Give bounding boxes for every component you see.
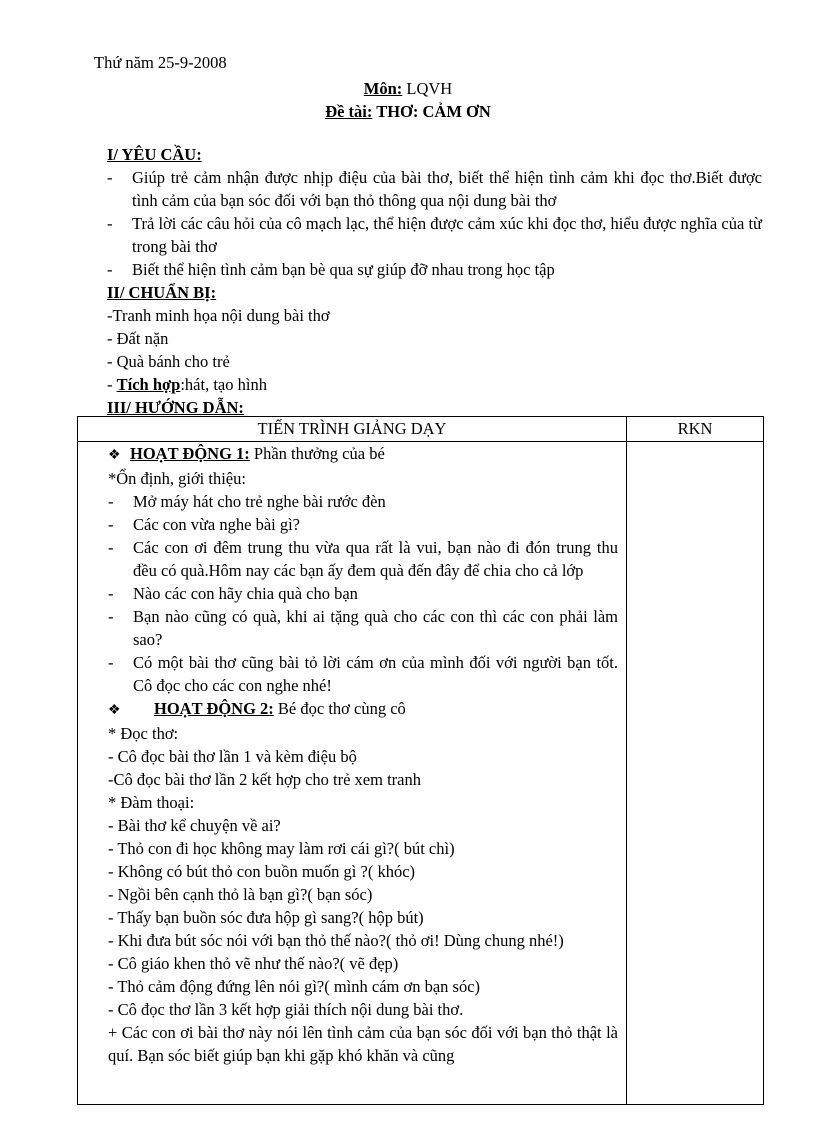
activity-1-heading: ❖ HOẠT ĐỘNG 1: Phần thưởng của bé — [108, 442, 618, 467]
list-item: - Bạn nào cũng có quà, khi ai tặng quà cho các con thì các con phải làm sao? — [108, 607, 618, 649]
list-item: - Thỏ cảm động đứng lên nói gì?( mình cám ơn bạn sóc) — [108, 977, 481, 996]
topic-label: Đề tài: — [325, 102, 373, 121]
list-item: * Đọc thơ: — [108, 724, 179, 743]
list-item: * Đàm thoại: — [108, 793, 195, 812]
subject-label: Môn: — [363, 79, 403, 98]
document-date: Thứ năm 25-9-2008 — [94, 53, 227, 72]
list-item: - Thỏ con đi học không may làm rơi cái gì?( bút chì) — [108, 839, 455, 858]
section-requirements-title: I/ YÊU CẦU: — [107, 145, 202, 164]
header-rkn: RKN — [627, 417, 764, 442]
list-item: - Biết thể hiện tình cảm bạn bè qua sự giúp đỡ nhau trong học tập — [107, 260, 555, 279]
list-item: - Khi đưa bút sóc nói với bạn thỏ thế nào?( thỏ ơi! Dùng chung nhé!) — [108, 931, 564, 950]
list-item: - Nào các con hãy chia quà cho bạn — [108, 584, 358, 603]
list-item: - Các con vừa nghe bài gì? — [108, 515, 301, 534]
list-item: - Không có bút thỏ con buồn muốn gì ?( khóc) — [108, 862, 416, 881]
section-preparation-title: II/ CHUẨN BỊ: — [107, 283, 217, 302]
list-item: - Đất nặn — [107, 329, 169, 348]
lesson-table — [77, 416, 764, 1105]
integration-label: Tích hợp — [116, 375, 181, 394]
topic-line — [0, 102, 816, 122]
list-item: -Cô đọc bài thơ lần 2 kết hợp cho trẻ xem tranh — [108, 770, 421, 789]
list-item: + Các con ơi bài thơ này nói lên tình cảm của bạn sóc đối với bạn thỏ thật là quí. Bạn sóc biết giúp bạn khi gặp khó khăn và cũng — [108, 1023, 618, 1065]
section-requirements — [107, 143, 762, 419]
activity-2-heading: ❖ HOẠT ĐỘNG 2: Bé đọc thơ cùng cô — [108, 697, 618, 722]
list-item: - Cô giáo khen thỏ vẽ như thế nào?( vẽ đẹp) — [108, 954, 399, 973]
topic-value: THƠ: CẢM ƠN — [372, 102, 491, 121]
rkn-cell — [627, 442, 764, 1105]
list-item: - Các con ơi đêm trung thu vừa qua rất là vui, bạn nào đi đón trung thu đều có quà.Hôm nay các bạn ấy đem quà đến đây để chia cho cả lớp — [108, 538, 618, 580]
list-item: -Tranh minh họa nội dung bài thơ — [107, 306, 330, 325]
diamond-bullet-icon: ❖ — [108, 448, 121, 463]
header-process: TIẾN TRÌNH GIẢNG DẠY — [78, 417, 627, 442]
section-guide-title: III/ HƯỚNG DẪN: — [107, 398, 244, 417]
list-item: - Ngồi bên cạnh thỏ là bạn gì?( bạn sóc) — [108, 885, 373, 904]
subject-value: LQVH — [402, 79, 453, 98]
list-item: *Ổn định, giới thiệu: — [108, 469, 246, 488]
subject-line — [0, 79, 816, 99]
list-item: - Quà bánh cho trẻ — [107, 352, 230, 371]
process-cell — [78, 442, 627, 1105]
diamond-bullet-icon: ❖ — [108, 703, 121, 718]
list-item: - Bài thơ kể chuyện về ai? — [108, 816, 281, 835]
list-item: - Trả lời các câu hỏi của cô mạch lạc, thể hiện được cảm xúc khi đọc thơ, hiểu được nghĩa của từ trong bài thơ — [107, 214, 762, 256]
list-item: - Cô đọc bài thơ lần 1 và kèm điệu bộ — [108, 747, 357, 766]
list-item: - Thấy bạn buồn sóc đưa hộp gì sang?( hộp bút) — [108, 908, 424, 927]
list-item: - Cô đọc thơ lần 3 kết hợp giải thích nội dung bài thơ. — [108, 1000, 464, 1019]
list-item: - Có một bài thơ cũng bài tỏ lời cám ơn của mình đối với người bạn tốt. Cô đọc cho các con nghe nhé! — [108, 653, 618, 695]
integration-line: - Tích hợp:hát, tạo hình — [107, 375, 267, 394]
list-item: - Giúp trẻ cảm nhận được nhịp điệu của bài thơ, biết thể hiện tình cảm khi đọc thơ.Biết được tình cảm của bạn sóc đối với bạn thỏ thông qua nội dung bài thơ — [107, 168, 762, 210]
list-item: - Mở máy hát cho trẻ nghe bài rước đèn — [108, 492, 386, 511]
